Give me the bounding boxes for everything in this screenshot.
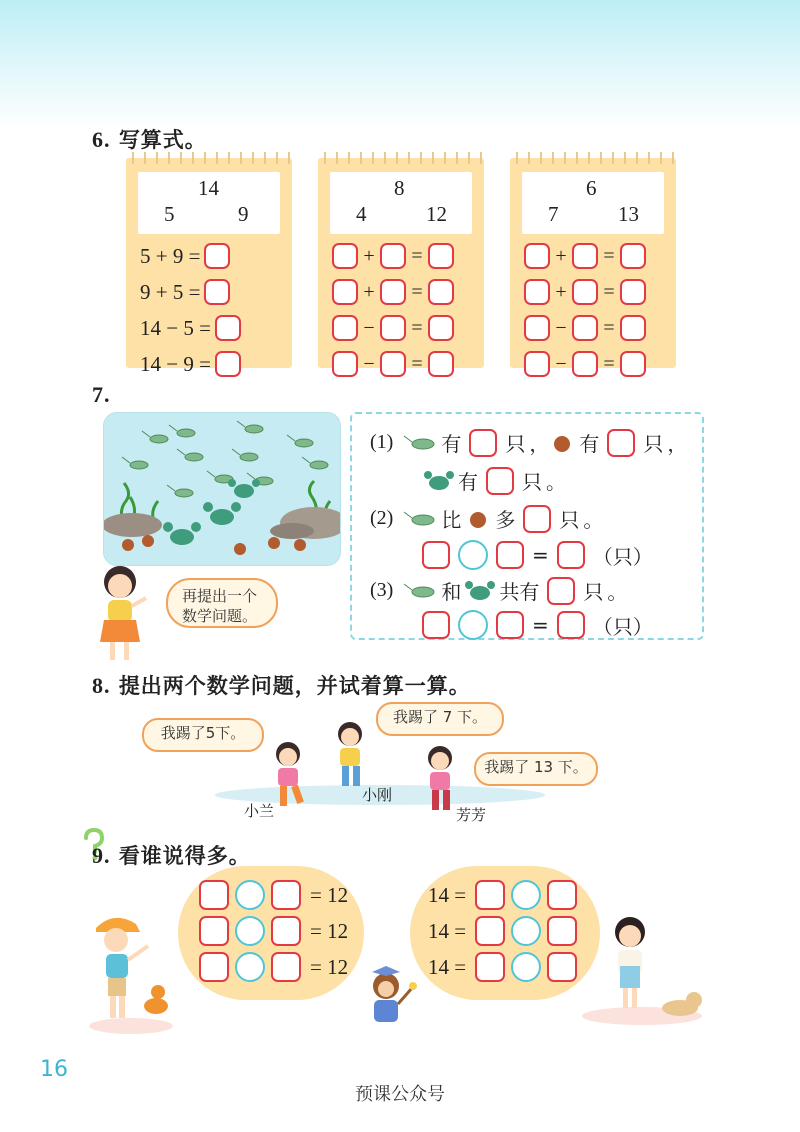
task7-heading: [92, 382, 111, 408]
card3-equations: [522, 238, 648, 382]
card3-left-number: 7: [548, 202, 559, 226]
equals-twelve: = 12: [310, 954, 349, 979]
crab-icon: [424, 469, 454, 493]
equation-row: [140, 238, 243, 274]
shrimp-icon: [232, 449, 258, 461]
name-xiaogang: 小刚: [362, 786, 393, 804]
operator-circle[interactable]: [511, 880, 541, 910]
equation-text: 5 + 9 =: [140, 243, 201, 268]
operand-box[interactable]: [199, 880, 229, 910]
equals-sign: =: [411, 244, 423, 267]
has-text: 有: [458, 470, 478, 494]
answer-box[interactable]: [332, 243, 358, 269]
operator: +: [555, 244, 567, 267]
answer-box[interactable]: [572, 315, 598, 341]
operand-box[interactable]: [199, 952, 229, 982]
operator-circle[interactable]: [458, 610, 488, 640]
number-card-2: [330, 172, 472, 234]
card2-right-number: 12: [426, 202, 447, 226]
answer-box[interactable]: [620, 315, 646, 341]
equals-sign: =: [603, 352, 615, 375]
name-fangfang: 芳芳: [456, 806, 487, 824]
number-card-3: [522, 172, 664, 234]
equals-sign: =: [411, 280, 423, 303]
answer-box[interactable]: [524, 243, 550, 269]
operator-circle[interactable]: [511, 916, 541, 946]
operand-box[interactable]: [422, 541, 450, 569]
bubble-line-2: 数学问题。: [182, 607, 258, 625]
answer-box[interactable]: [620, 351, 646, 377]
operator-circle[interactable]: [235, 880, 265, 910]
operator: +: [555, 280, 567, 303]
more-text: 多: [495, 508, 516, 532]
answer-box[interactable]: [428, 243, 454, 269]
operand-box[interactable]: [422, 611, 450, 639]
equals-sign: =: [532, 543, 549, 567]
unit-text: 只: [643, 432, 664, 456]
name-xiaolan: 小兰: [244, 802, 275, 820]
task7-question-panel: [350, 412, 704, 640]
right-equation-row: [428, 880, 580, 910]
fourteen-equals: 14 =: [428, 954, 467, 979]
unit-paren: （只）: [592, 544, 653, 569]
answer-box[interactable]: [620, 243, 646, 269]
operand-box[interactable]: [496, 541, 524, 569]
equation-row: [330, 310, 456, 346]
answer-box[interactable]: [380, 243, 406, 269]
than-text: 比: [441, 508, 462, 532]
shrimp-icon: [122, 457, 148, 469]
shrimp-icon: [403, 509, 437, 529]
task6-heading: [92, 124, 207, 154]
right-equation-row: [428, 916, 580, 946]
equation-row: [330, 274, 456, 310]
girl-character-icon: [92, 562, 152, 666]
fourteen-equals: 14 =: [428, 918, 467, 943]
unit-text: 只: [522, 470, 542, 494]
operator: −: [363, 316, 375, 339]
notepad-spiral: [510, 152, 676, 164]
answer-box[interactable]: [572, 351, 598, 377]
task7-number: 7.: [92, 382, 111, 407]
crab-icon: [465, 579, 495, 603]
answer-box[interactable]: [204, 279, 230, 305]
snail-icon: [465, 508, 491, 530]
snail-icon: [294, 539, 306, 551]
card1-left-number: 5: [164, 202, 175, 226]
shrimp-icon: [167, 485, 193, 497]
unit-paren: （只）: [592, 614, 653, 639]
bubble-line-1: 再提出一个: [182, 587, 258, 605]
card2-left-number: 4: [356, 202, 367, 226]
task6-title: 写算式。: [118, 128, 207, 152]
shrimp-icon: [302, 457, 328, 469]
crab-icon: [228, 479, 260, 498]
monkey-character-icon: [358, 966, 418, 1032]
difference-box[interactable]: [523, 505, 551, 533]
operand-box[interactable]: [271, 952, 301, 982]
left-equation-row: [196, 916, 348, 946]
equation-text: 9 + 5 =: [140, 279, 201, 304]
answer-box[interactable]: [572, 279, 598, 305]
boy-with-cat-icon: [86, 910, 176, 1036]
shrimp-count-box[interactable]: [469, 429, 497, 457]
girl-with-dog-icon: [578, 910, 708, 1026]
card1-top-number: 14: [198, 176, 219, 200]
comma: ，: [529, 432, 550, 456]
snail-icon: [142, 535, 154, 547]
number-card-1: [138, 172, 280, 234]
answer-box[interactable]: [332, 279, 358, 305]
q2-line1: [370, 504, 603, 533]
q3-label: (3): [370, 579, 394, 601]
unit-text: 只: [559, 508, 580, 532]
operand-box[interactable]: [547, 952, 577, 982]
operator: −: [555, 316, 567, 339]
operator: −: [363, 352, 375, 375]
xiaogang-character-icon: [322, 720, 378, 792]
operand-box[interactable]: [496, 611, 524, 639]
answer-box[interactable]: [524, 351, 550, 377]
snail-count-box[interactable]: [607, 429, 635, 457]
and-text: 和: [441, 580, 462, 604]
header-band: [0, 0, 800, 130]
equals-sign: =: [603, 280, 615, 303]
notepad-spiral: [318, 152, 484, 164]
notepad-spiral: [126, 152, 292, 164]
card3-top-number: 6: [586, 176, 597, 200]
equation-row: [140, 310, 243, 346]
xiaolan-bubble: 我踢了5下。: [142, 718, 264, 752]
q3-equation: [418, 610, 657, 640]
operator-circle[interactable]: [235, 916, 265, 946]
fourteen-equals: 14 =: [428, 882, 467, 907]
answer-box[interactable]: [380, 351, 406, 377]
operator-circle[interactable]: [458, 540, 488, 570]
answer-box[interactable]: [380, 315, 406, 341]
right-equation-row: [428, 952, 580, 982]
equation-text: 14 − 9 =: [140, 351, 211, 376]
q2-equation: [418, 540, 657, 570]
equation-row: [522, 238, 648, 274]
equation-row: [330, 346, 456, 382]
equals-sign: =: [532, 613, 549, 637]
unit-text: 只: [505, 432, 526, 456]
equation-row: [330, 238, 456, 274]
operator-circle[interactable]: [511, 952, 541, 982]
task9-title: 看谁说得多。: [118, 844, 251, 868]
equals-twelve: = 12: [310, 918, 349, 943]
operand-box[interactable]: [475, 916, 505, 946]
card2-top-number: 8: [394, 176, 405, 200]
shrimp-icon: [287, 435, 313, 447]
q1-line1: [370, 428, 687, 457]
task9-number: 9.: [92, 843, 111, 868]
answer-box[interactable]: [204, 243, 230, 269]
shrimp-icon: [177, 449, 203, 461]
task6-number: 6.: [92, 127, 111, 152]
shrimp-icon: [403, 433, 437, 453]
shrimp-icon: [403, 581, 437, 601]
operand-box[interactable]: [271, 880, 301, 910]
operator: +: [363, 244, 375, 267]
unit-text: 只: [583, 580, 604, 604]
equation-row: [522, 274, 648, 310]
operand-box[interactable]: [271, 916, 301, 946]
answer-box[interactable]: [215, 315, 241, 341]
snail-icon: [234, 543, 246, 555]
operand-box[interactable]: [547, 880, 577, 910]
total-text: 共有: [499, 580, 540, 604]
card3-right-number: 13: [618, 202, 639, 226]
left-equation-row: [196, 880, 348, 910]
card2-equations: [330, 238, 456, 382]
snail-icon: [549, 432, 575, 454]
period: 。: [607, 580, 628, 604]
q1-line2: [424, 466, 566, 495]
equation-row: [522, 310, 648, 346]
has-text: 有: [441, 432, 462, 456]
answer-box[interactable]: [572, 243, 598, 269]
q3-line1: [370, 576, 627, 605]
operator: −: [555, 352, 567, 375]
fangfang-bubble: 我踢了 13 下。: [474, 752, 598, 786]
crab-icon: [203, 502, 241, 525]
equals-twelve: = 12: [310, 882, 349, 907]
page-number: 16: [40, 1057, 68, 1082]
answer-box[interactable]: [428, 315, 454, 341]
card1-equations: [140, 238, 243, 382]
sea-scene-icon: [104, 413, 340, 565]
equation-row: [522, 346, 648, 382]
notepad-card-2: [318, 158, 484, 375]
equals-sign: =: [603, 244, 615, 267]
task8-title: 提出两个数学问题，并试着算一算。: [118, 674, 471, 698]
answer-box[interactable]: [215, 351, 241, 377]
operand-box[interactable]: [547, 916, 577, 946]
comma: ，: [667, 432, 688, 456]
left-equation-row: [196, 952, 348, 982]
operand-box[interactable]: [199, 916, 229, 946]
answer-box[interactable]: [332, 315, 358, 341]
xiaogang-bubble: 我踢了 7 下。: [376, 702, 504, 736]
operator-circle[interactable]: [235, 952, 265, 982]
notepad-card-1: [126, 158, 292, 376]
answer-box[interactable]: [380, 279, 406, 305]
shrimp-icon: [169, 425, 195, 437]
snail-icon: [268, 537, 280, 549]
task8-heading: [92, 670, 471, 700]
result-box[interactable]: [557, 541, 585, 569]
answer-box[interactable]: [428, 279, 454, 305]
sea-illustration: [103, 412, 341, 566]
answer-box[interactable]: [428, 351, 454, 377]
answer-box[interactable]: [524, 279, 550, 305]
equation-text: 14 − 5 =: [140, 315, 211, 340]
girl-speech-bubble: [166, 578, 278, 628]
shrimp-icon: [237, 421, 263, 433]
equation-row: [140, 274, 243, 310]
operator: +: [363, 280, 375, 303]
shrimp-icon: [247, 473, 273, 485]
equals-sign: =: [603, 316, 615, 339]
equals-sign: =: [411, 352, 423, 375]
shrimp-icon: [142, 431, 168, 443]
period: 。: [546, 470, 566, 494]
answer-box[interactable]: [524, 315, 550, 341]
task9-heading: [92, 840, 251, 870]
period: 。: [583, 508, 604, 532]
crab-icon: [163, 522, 201, 545]
card1-right-number: 9: [238, 202, 249, 226]
equals-sign: =: [411, 316, 423, 339]
crab-count-box[interactable]: [486, 467, 514, 495]
equation-row: [140, 346, 243, 382]
result-box[interactable]: [557, 611, 585, 639]
answer-box[interactable]: [332, 351, 358, 377]
operand-box[interactable]: [475, 952, 505, 982]
total-box[interactable]: [547, 577, 575, 605]
task8-number: 8.: [92, 673, 111, 698]
q1-label: (1): [370, 431, 394, 453]
notepad-card-3: [510, 158, 676, 375]
q2-label: (2): [370, 507, 394, 529]
operand-box[interactable]: [475, 880, 505, 910]
footer-watermark-text: 预课公众号: [355, 1084, 445, 1105]
has-text: 有: [579, 432, 600, 456]
snail-icon: [122, 539, 134, 551]
answer-box[interactable]: [620, 279, 646, 305]
